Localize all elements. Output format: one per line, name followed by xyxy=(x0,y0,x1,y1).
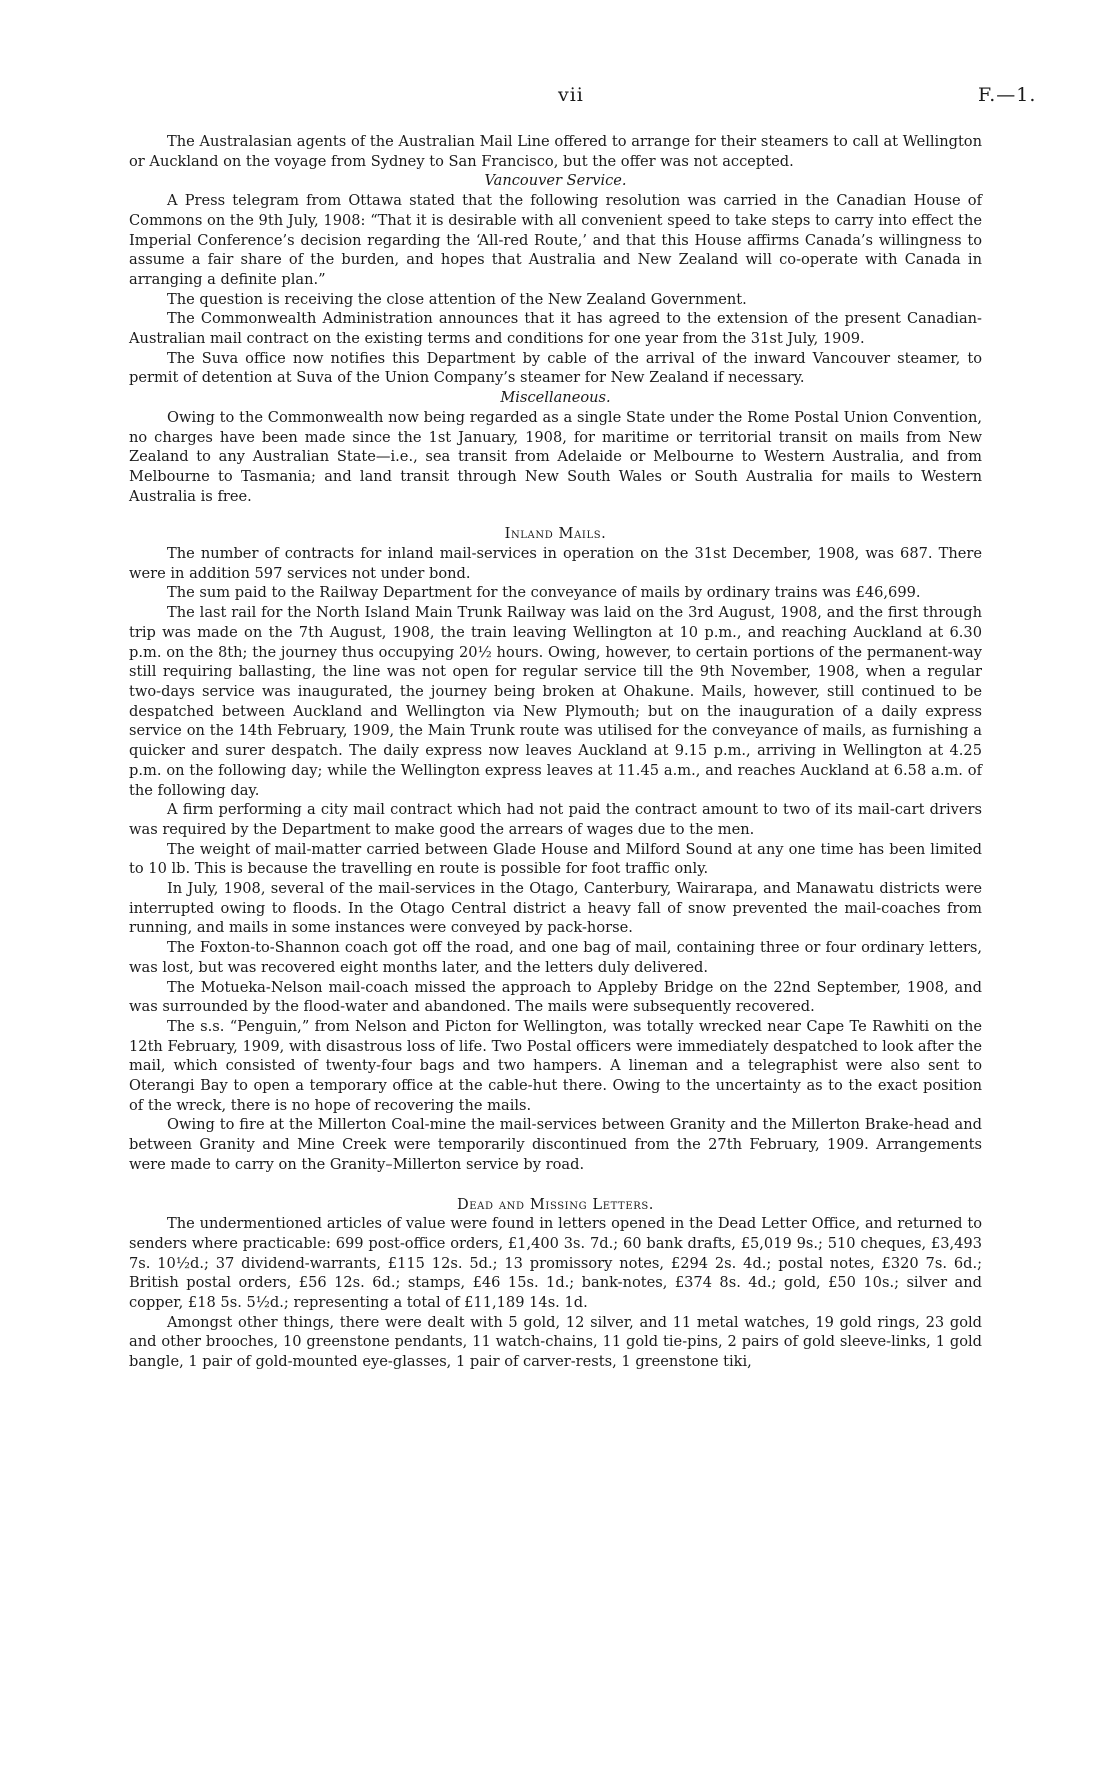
paragraph-vancouver-2: The question is receiving the close attention of the New Zealand Government. xyxy=(167,290,747,308)
paragraph-vancouver-4: The Suva office now notifies this Department by cable of the arrival of the inward Vancouver steamer, to permit of detention at Suva of the Union Company’s steamer for New Zealand if necessary. xyxy=(129,349,982,387)
paragraph-miscellaneous-1: Owing to the Commonwealth now being regarded as a single State under the Rome Postal Union Convention, no charges have been made since the 1st January, 1908, for maritime or territorial transit on mails from New Zealand to any Australian State—i.e., sea transit from Adelaide or Melbourne to Western Australia, and from Melbourne to Tasmania; and land transit through New South Wales or South Australia for mails to Western Australia is free. xyxy=(129,408,982,505)
paragraph-inland-8: The Motueka-Nelson mail-coach missed the approach to Appleby Bridge on the 22nd September, 1908, and was surrounded by the flood-water and abandoned. The mails were subsequently recovered. xyxy=(129,978,982,1016)
heading-vancouver-service: Vancouver Service. xyxy=(484,172,627,190)
paragraph-inland-9: The s.s. “Penguin,” from Nelson and Picton for Wellington, was totally wrecked near Cape Te Rawhiti on the 12th February, 1909, with disastrous loss of life. Two Postal officers were immediately despatched to look after the mail, which consisted of twenty-four bags and two hampers. A lineman and a telegraphist were also sent to Oterangi Bay to open a temporary office at the cable-hut there. Owing to the uncertainty as to the exact position of the wreck, there is no hope of recovering the mails. xyxy=(129,1017,982,1114)
paragraph-vancouver-1: A Press telegram from Ottawa stated that the following resolution was carried in the Canadian House of Commons on the 9th July, 1908: “That it is desirable with all convenient speed to take steps to carry into effect the Imperial Conference’s decision regarding the ‘All-red Route,’ and that this House affirms Canada’s willingness to assume a fair share of the burden, and hopes that Australia and New Zealand will co-operate with Canada in arranging a definite plan.” xyxy=(129,192,982,288)
document-reference: F.—1. xyxy=(978,84,1037,106)
paragraph-intro: The Australasian agents of the Australian Mail Line offered to arrange for their steamers to call at Wellington or Auckland on the voyage from Sydney to San Francisco, but the offer was not accepted. xyxy=(129,133,982,170)
paragraph-dead-letters-1: The undermentioned articles of value were found in letters opened in the Dead Letter Office, and returned to senders where practicable: 699 post-office orders, £1,400 3s. 7d.; 60 bank drafts, £5,019 9s.; 510 cheques, £3,493 7s. 10½d.; 37 dividend-warrants, £115 12s. 5d.; 13 promissory notes, £294 2s. 4d.; postal notes, £320 7s. 6d.; British postal orders, £56 12s. 6d.; stamps, £46 15s. 1d.; bank-notes, £374 8s. 4d.; gold, £50 10s.; silver and copper, £18 5s. 5½d.; representing a total of £11,189 14s. 1d. xyxy=(129,1215,982,1312)
paragraph-inland-3: The last rail for the North Island Main Trunk Railway was laid on the 3rd August, 1908, and the first through trip was made on the 7th August, 1908, the train leaving Wellington at 10 p.m., and reaching Auckland at 6.30 p.m. on the 8th; the journey thus occupying 20½ hours. Owing, however, to certain portions of the permanent-way still requiring ballasting, the line was not open for regular service till the 9th November, 1908, when a regular two-days service was inaugurated, the journey being broken at Ohakune. Mails, however, still continued to be despatched between Auckland and Wellington via New Plymouth; but on the inauguration of a daily express service on the 14th February, 1909, the Main Trunk route was utilised for the conveyance of mails, as furnishing a quicker and surer despatch. The daily express now leaves Auckland at 9.15 p.m., arriving in Wellington at 4.25 p.m. on the following day; while the Wellington express leaves at 11.45 a.m., and reaches Auckland at 6.58 a.m. of the following day. xyxy=(129,604,982,799)
page-number: vii xyxy=(558,84,584,106)
document-body xyxy=(129,132,982,1372)
heading-dead-and-missing-letters: Dead and Missing Letters. xyxy=(456,1195,655,1213)
paragraph-vancouver-3: The Commonwealth Administration announces that it has agreed to the extension of the present Canadian-Australian mail contract on the existing terms and conditions for one year from the 31st July, 1909. xyxy=(129,310,982,348)
heading-miscellaneous: Miscellaneous. xyxy=(500,389,611,407)
heading-inland-mails: Inland Mails. xyxy=(504,525,607,543)
paragraph-dead-letters-2: Amongst other things, there were dealt with 5 gold, 12 silver, and 11 metal watches, 19 gold rings, 23 gold and other brooches, 10 greenstone pendants, 11 watch-chains, 11 gold tie-pins, 2 pairs of gold sleeve-links, 1 gold bangle, 1 pair of gold-mounted eye-glasses, 1 pair of carver-rests, 1 greenstone tiki, xyxy=(129,1313,982,1371)
paragraph-inland-1: The number of contracts for inland mail-services in operation on the 31st December, 1908, was 687. There were in addition 597 services not under bond. xyxy=(129,545,982,582)
paragraph-inland-7: The Foxton-to-Shannon coach got off the road, and one bag of mail, containing three or four ordinary letters, was lost, but was recovered eight months later, and the letters duly delivered. xyxy=(129,939,982,976)
paragraph-inland-2: The sum paid to the Railway Department for the conveyance of mails by ordinary trains was £46,699. xyxy=(167,584,921,602)
paragraph-inland-4: A firm performing a city mail contract which had not paid the contract amount to two of its mail-cart drivers was required by the Department to make good the arrears of wages due to the men. xyxy=(129,801,982,838)
paragraph-inland-6: In July, 1908, several of the mail-services in the Otago, Canterbury, Wairarapa, and Manawatu districts were interrupted owing to floods. In the Otago Central district a heavy fall of snow prevented the mail-coaches from running, and mails in some instances were conveyed by pack-horse. xyxy=(129,880,982,937)
paragraph-inland-10: Owing to fire at the Millerton Coal-mine the mail-services between Granity and the Millerton Brake-head and between Granity and Mine Creek were temporarily discontinued from the 27th February, 1909. Arrangements were made to carry on the Granity–Millerton service by road. xyxy=(129,1116,982,1173)
paragraph-inland-5: The weight of mail-matter carried between Glade House and Milford Sound at any one time has been limited to 10 lb. This is because the travelling en route is possible for foot traffic only. xyxy=(129,840,982,878)
